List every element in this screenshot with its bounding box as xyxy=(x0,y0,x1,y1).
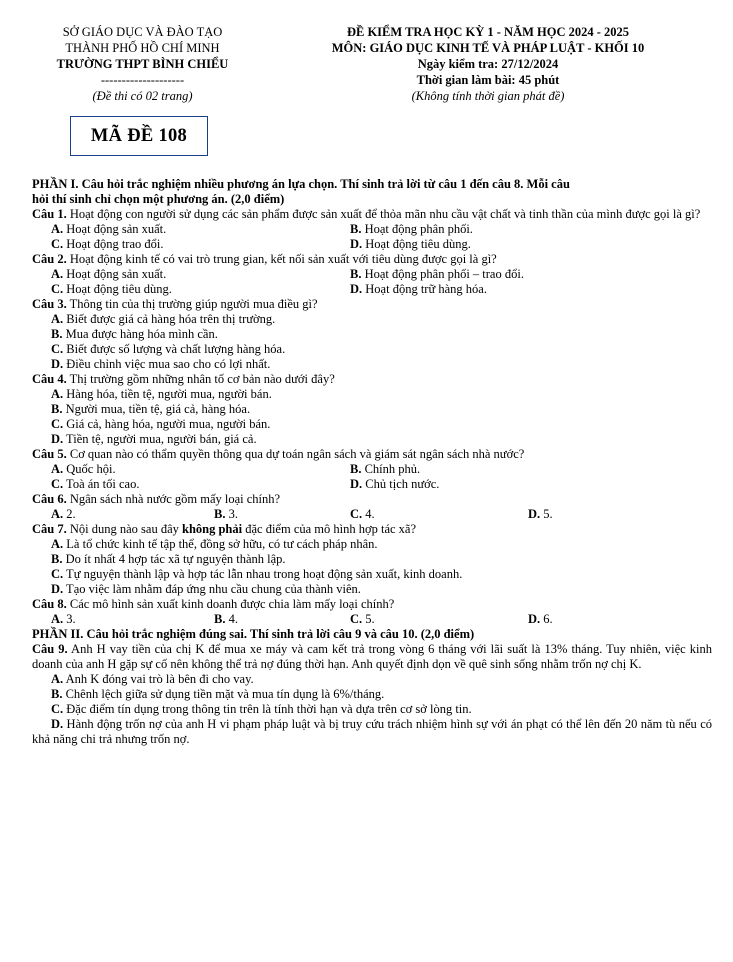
option-a[interactable]: A. Hoạt động sản xuất. xyxy=(51,267,167,281)
question-stem xyxy=(32,207,712,222)
statement-d[interactable]: D. Hành động trốn nợ của anh H vi phạm pháp luật và bị truy cứu trách nhiệm hình sự với án phạt có thể lên đến 20 năm tù nếu có khả năng chi trả nhưng trốn nợ. xyxy=(32,717,712,746)
question-stem xyxy=(32,642,712,672)
part2-title: PHẦN II. Câu hỏi trắc nghiệm đúng sai. Thí sinh trả lời câu 9 và câu 10. (2,0 điểm) xyxy=(32,627,475,641)
option-row xyxy=(32,282,712,297)
statement-a[interactable]: A. Anh K đóng vai trò là bên đi cho vay. xyxy=(51,672,254,686)
option-b[interactable]: B. Chính phủ. xyxy=(350,462,421,476)
option-row xyxy=(32,222,712,237)
question-2 xyxy=(32,252,712,297)
exam-code: MÃ ĐỀ 108 xyxy=(90,125,188,146)
exam-body xyxy=(32,177,712,747)
option-c[interactable]: C. Tự nguyện thành lập và hợp tác lẫn nhau trong hoạt động sản xuất, kinh doanh. xyxy=(51,567,463,581)
question-text: Thị trường gồm những nhân tố cơ bản nào dưới đây? xyxy=(66,372,335,386)
question-stem xyxy=(32,297,712,312)
question-stem xyxy=(32,492,712,507)
option-b[interactable]: B. Hoạt động phân phối. xyxy=(350,222,473,236)
option-a[interactable]: A. Quốc hội. xyxy=(51,462,116,476)
header-right xyxy=(258,24,718,104)
option-a[interactable]: A. Là tổ chức kinh tế tập thể, đồng sở hữu, có tư cách pháp nhân. xyxy=(51,537,378,551)
option-b[interactable]: B. Do ít nhất 4 hợp tác xã tự nguyện thành lập. xyxy=(51,552,286,566)
question-text: Anh H vay tiền của chị K để mua xe máy và cam kết trả trong vòng 6 tháng với lãi suất là 13% tháng. Tuy nhiên, việc kinh doanh của anh H gặp sự cố nên không thể trả nợ đúng thời hạn. Anh quyết định dọn về quê sinh sống nhằm trốn nợ chị K. xyxy=(32,642,712,671)
question-stem xyxy=(32,597,712,612)
school-name: TRƯỜNG THPT BÌNH CHIỂU xyxy=(56,57,229,71)
option-b[interactable]: B. 3. xyxy=(214,507,238,521)
question-9 xyxy=(32,642,712,747)
question-4 xyxy=(32,372,712,447)
question-text: Thông tin của thị trường giúp người mua điều gì? xyxy=(66,297,318,311)
option-d[interactable]: D. 6. xyxy=(528,612,553,626)
question-text: Ngân sách nhà nước gồm mấy loại chính? xyxy=(66,492,281,506)
question-text: Cơ quan nào có thẩm quyền thông qua dự toán ngân sách và giám sát ngân sách nhà nước? xyxy=(66,447,525,461)
option-c[interactable]: C. Hoạt động tiêu dùng. xyxy=(51,282,172,296)
option-a[interactable]: A. Biết được giá cả hàng hóa trên thị trường. xyxy=(51,312,276,326)
option-a[interactable]: A. Hàng hóa, tiền tệ, người mua, người bán. xyxy=(51,387,272,401)
option-d[interactable]: D. Tiền tệ, người mua, người bán, giá cả. xyxy=(51,432,257,446)
question-8 xyxy=(32,597,712,627)
option-d[interactable]: D. 5. xyxy=(528,507,553,521)
question-number: Câu 3. xyxy=(32,297,67,311)
option-row xyxy=(32,462,712,477)
question-number: Câu 2. xyxy=(32,252,67,266)
question-number: Câu 9. xyxy=(32,642,68,656)
option-d[interactable]: D. Hoạt động trữ hàng hóa. xyxy=(350,282,487,296)
question-number: Câu 8. xyxy=(32,597,67,611)
option-b[interactable]: B. Người mua, tiền tệ, giá cả, hàng hóa. xyxy=(51,402,251,416)
exam-date: Ngày kiểm tra: 27/12/2024 xyxy=(417,57,559,71)
option-c[interactable]: C. Hoạt động trao đổi. xyxy=(51,237,164,251)
part1-title-line-2: hỏi thí sinh chỉ chọn một phương án. (2,0 điểm) xyxy=(32,192,285,206)
question-number: Câu 6. xyxy=(32,492,67,506)
question-1 xyxy=(32,207,712,252)
option-row xyxy=(32,237,712,252)
question-text: Các mô hình sản xuất kinh doanh được chia làm mấy loại chính? xyxy=(66,597,395,611)
question-7 xyxy=(32,522,712,597)
question-number: Câu 1. xyxy=(32,207,67,221)
option-c[interactable]: C. Giá cả, hàng hóa, người mua, người bán. xyxy=(51,417,271,431)
option-d[interactable]: D. Hoạt động tiêu dùng. xyxy=(350,237,471,251)
option-b[interactable]: B. Mua được hàng hóa mình cần. xyxy=(51,327,218,341)
exam-code-box xyxy=(70,116,208,156)
option-a[interactable]: A. 3. xyxy=(51,612,76,626)
option-d[interactable]: D. Chủ tịch nước. xyxy=(350,477,440,491)
part1-title-line-1: PHẦN I. Câu hỏi trắc nghiệm nhiều phương án lựa chọn. Thí sinh trả lời từ câu 1 đến câu 8. Mỗi câu xyxy=(32,177,570,191)
department-line-2: THÀNH PHỐ HỒ CHÍ MINH xyxy=(65,41,220,55)
statement-b[interactable]: B. Chênh lệch giữa sử dụng tiền mặt và mua tín dụng là 6%/tháng. xyxy=(51,687,385,701)
header-left xyxy=(30,24,255,104)
page-count: (Đề thi có 02 trang) xyxy=(92,89,193,103)
option-row xyxy=(32,612,712,627)
question-stem xyxy=(32,372,712,387)
question-3 xyxy=(32,297,712,372)
duration-note: (Không tính thời gian phát đề) xyxy=(411,89,565,103)
option-a[interactable]: A. Hoạt động sản xuất. xyxy=(51,222,167,236)
option-d[interactable]: D. Tạo việc làm nhằm đáp ứng nhu cầu chung của thành viên. xyxy=(51,582,361,596)
question-number: Câu 7. xyxy=(32,522,67,536)
option-c[interactable]: C. 5. xyxy=(350,612,375,626)
option-c[interactable]: C. 4. xyxy=(350,507,375,521)
option-a[interactable]: A. 2. xyxy=(51,507,76,521)
question-text: Hoạt động kinh tế có vai trò trung gian, kết nối sản xuất với tiêu dùng được gọi là gì? xyxy=(66,252,497,266)
option-row xyxy=(32,477,712,492)
subject: MÔN: GIÁO DỤC KINH TẾ VÀ PHÁP LUẬT - KHỐI 10 xyxy=(331,41,645,55)
question-text: Hoạt động con người sử dụng các sản phẩm được sản xuất để thỏa mãn nhu cầu vật chất và tinh thần của mình được gọi là gì? xyxy=(66,207,701,221)
question-stem xyxy=(32,447,712,462)
statement-c[interactable]: C. Đặc điểm tín dụng trong thông tin trên là tính thời hạn và dựa trên cơ sở lòng tin. xyxy=(51,702,472,716)
question-stem: Câu 7. Nội dung nào sau đây không phải đặc điểm của mô hình hợp tác xã? xyxy=(32,522,417,536)
header-divider: -------------------- xyxy=(100,73,185,87)
exam-title: ĐỀ KIỂM TRA HỌC KỲ 1 - NĂM HỌC 2024 - 2025 xyxy=(346,25,630,39)
question-stem xyxy=(32,252,712,267)
option-b[interactable]: B. Hoạt động phân phối – trao đổi. xyxy=(350,267,524,281)
option-b[interactable]: B. 4. xyxy=(214,612,238,626)
option-row xyxy=(32,507,712,522)
option-c[interactable]: C. Biết được số lượng và chất lượng hàng hóa. xyxy=(51,342,286,356)
department-line-1: SỞ GIÁO DỤC VÀ ĐÀO TẠO xyxy=(62,25,223,39)
question-number: Câu 5. xyxy=(32,447,67,461)
question-6 xyxy=(32,492,712,522)
emphasis-text: không phải xyxy=(182,522,243,536)
option-c[interactable]: C. Toà án tối cao. xyxy=(51,477,140,491)
option-d[interactable]: D. Điều chỉnh việc mua sao cho có lợi nhất. xyxy=(51,357,271,371)
exam-duration: Thời gian làm bài: 45 phút xyxy=(416,73,560,87)
question-5 xyxy=(32,447,712,492)
question-number: Câu 4. xyxy=(32,372,67,386)
option-row xyxy=(32,267,712,282)
